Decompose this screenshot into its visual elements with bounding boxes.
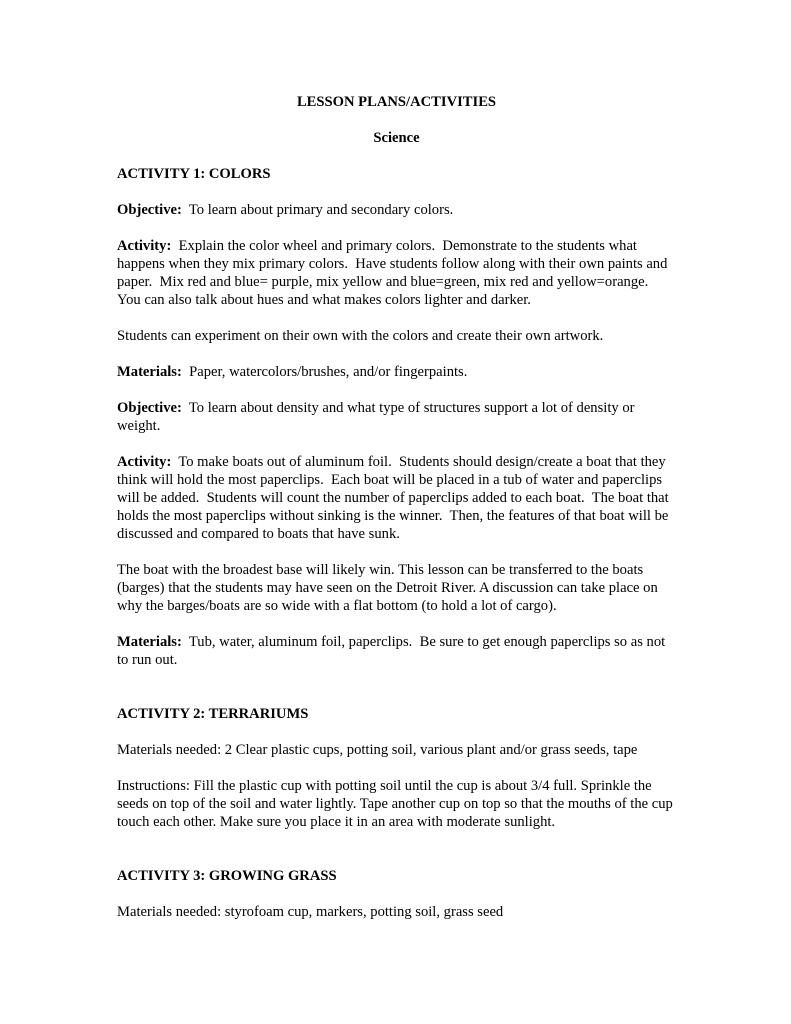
- activity3-heading: ACTIVITY 3: GROWING GRASS: [117, 868, 337, 884]
- activity2-text: To make boats out of aluminum foil. Students should design/create a boat that they think will hold the most paperclips. Each boat will be placed in a tub of water and paperclips will be added. Students will count the number of paperclips added to each boat. The boat that holds the most paperclips without sinking is the winner. Then, the features of that boat will be discussed and compared to boats that have sunk.: [117, 454, 673, 542]
- activity1-heading: ACTIVITY 1: COLORS: [117, 166, 271, 182]
- activity1-materials-2: [117, 633, 676, 669]
- activity2-materials: Materials needed: 2 Clear plastic cups, potting soil, various plant and/or grass seeds, tape: [117, 742, 638, 758]
- document-subject: Science: [373, 130, 420, 146]
- document-title: LESSON PLANS/ACTIVITIES: [296, 94, 497, 110]
- activity-text: Explain the color wheel and primary colors. Demonstrate to the students what happens when they mix primary colors. Have students follow along with their own paints and paper. Mix red and blue= purple, mix yellow and blue=green, mix red and yellow=orange. You can also talk about hues and what makes colors lighter and darker.: [117, 238, 672, 308]
- activity2-instructions: Instructions: Fill the plastic cup with potting soil until the cup is about 3/4 full. Sprinkle the seeds on top of the soil and water lightly. Tape another cup on top so that the mouths of the cup touch each other. Make sure you place it in an area with moderate sunlight.: [117, 778, 673, 830]
- activity2-heading: ACTIVITY 2: TERRARIUMS: [117, 706, 309, 722]
- activity-label: Activity:: [117, 238, 172, 254]
- objective2-label: Objective:: [117, 400, 182, 416]
- materials-label: Materials:: [117, 364, 182, 380]
- materials2-text: Tub, water, aluminum foil, paperclips. Be sure to get enough paperclips so as not to run out.: [117, 634, 669, 668]
- activity1-objective: [117, 201, 676, 219]
- activity1-boat-discussion: The boat with the broadest base will likely win. This lesson can be transferred to the boats (barges) that the students may have seen on the Detroit River. A discussion can take place on why the barges/boats are so wide with a flat bottom (to hold a lot of cargo).: [117, 562, 658, 614]
- activity1-objective-2: [117, 399, 676, 435]
- activity2-label: Activity:: [117, 454, 172, 470]
- objective2-text: To learn about density and what type of structures support a lot of density or weight.: [117, 400, 639, 434]
- objective-text: To learn about primary and secondary colors.: [181, 202, 454, 218]
- activity1-experiment: Students can experiment on their own with the colors and create their own artwork.: [117, 328, 604, 344]
- activity3-materials: Materials needed: styrofoam cup, markers, potting soil, grass seed: [117, 904, 504, 920]
- materials2-label: Materials:: [117, 634, 182, 650]
- materials-text: Paper, watercolors/brushes, and/or fingerpaints.: [181, 364, 468, 380]
- activity1-activity: [117, 237, 676, 309]
- activity1-activity-2: [117, 453, 676, 543]
- objective-label: Objective:: [117, 202, 182, 218]
- activity1-materials: [117, 363, 676, 381]
